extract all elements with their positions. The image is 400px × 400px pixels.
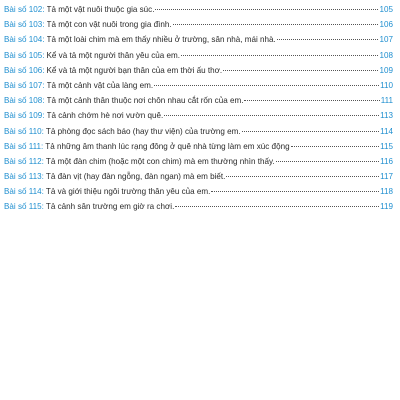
entry-separator: :	[41, 141, 44, 151]
toc-entry[interactable]	[4, 184, 393, 199]
entry-separator: :	[41, 172, 44, 182]
entry-number: Bài số 113	[4, 172, 42, 182]
entry-number: Bài số 102	[4, 5, 43, 14]
entry-page-number: 108	[379, 50, 393, 60]
entry-number: Bài số 108	[4, 96, 43, 106]
entry-separator: :	[42, 20, 45, 30]
toc-entry[interactable]	[4, 154, 393, 169]
dot-leader	[244, 100, 379, 101]
entry-separator: :	[42, 96, 45, 106]
entry-title: Tả và giới thiệu ngôi trường thân yêu của em.	[45, 187, 211, 197]
dot-leader	[223, 70, 378, 71]
entry-separator: :	[42, 65, 45, 75]
dot-leader	[291, 146, 380, 147]
toc-entry[interactable]	[4, 93, 393, 108]
entry-page-number: 109	[379, 65, 393, 75]
dot-leader	[155, 9, 378, 10]
dot-leader	[173, 24, 379, 25]
dot-leader	[211, 191, 379, 192]
entry-title: Tả một đàn chim (hoặc một con chim) mà em thường nhìn thấy.	[45, 156, 275, 166]
entry-number: Bài số 104	[4, 35, 43, 45]
entry-title: Tả một con vật nuôi trong gia đình.	[46, 20, 172, 30]
entry-title: Kể và tả một người bạn thân của em thời ấu thơ.	[46, 65, 223, 75]
entry-title: Tả những âm thanh lúc rạng đông ở quê nhà từng làm em xúc động	[45, 141, 290, 151]
entry-separator: :	[42, 80, 45, 90]
dot-leader	[226, 176, 379, 177]
dot-leader	[242, 131, 379, 132]
entry-number: Bài số 111	[4, 141, 42, 151]
entry-title: Tả đàn vịt (hay đàn ngỗng, đàn ngan) mà em biết.	[45, 172, 226, 182]
entry-separator: :	[42, 5, 45, 14]
entry-page-number: 119	[380, 202, 393, 212]
toc-entry[interactable]	[4, 124, 393, 139]
toc-entry[interactable]	[4, 108, 393, 123]
dot-leader	[181, 55, 378, 56]
entry-number: Bài số 103	[4, 20, 43, 30]
entry-page-number: 116	[380, 156, 393, 166]
entry-separator: :	[41, 187, 44, 197]
entry-number: Bài số 110	[4, 126, 42, 136]
toc-entry[interactable]	[4, 17, 393, 32]
entry-separator: :	[42, 50, 45, 60]
entry-number: Bài số 107	[4, 80, 43, 90]
entry-page-number: 111	[380, 96, 393, 106]
toc-entry[interactable]	[4, 78, 393, 93]
table-of-contents	[4, 2, 393, 215]
entry-separator: :	[41, 156, 44, 166]
entry-title: Tả một vật nuôi thuộc gia súc.	[46, 5, 155, 14]
entry-number: Bài số 114	[4, 187, 42, 197]
entry-number: Bài số 106	[4, 65, 43, 75]
dot-leader	[276, 161, 379, 162]
dot-leader	[164, 115, 379, 116]
entry-separator: :	[41, 126, 44, 136]
entry-title: Tả cảnh chớm hè nơi vườn quê.	[46, 111, 164, 121]
entry-title: Tả phòng đọc sách báo (hay thư viện) của trường em.	[45, 126, 241, 136]
entry-page-number: 105	[379, 5, 393, 14]
toc-entry[interactable]	[4, 139, 393, 154]
entry-separator: :	[42, 35, 45, 45]
entry-page-number: 110	[380, 80, 393, 90]
entry-title: Tả một cảnh vật của làng em.	[46, 80, 154, 90]
dot-leader	[277, 39, 379, 40]
entry-page-number: 113	[380, 111, 393, 121]
toc-entry[interactable]	[4, 199, 393, 214]
dot-leader	[154, 85, 379, 86]
toc-entry[interactable]	[4, 63, 393, 78]
entry-number: Bài số 112	[4, 156, 42, 166]
entry-page-number: 118	[380, 187, 393, 197]
entry-page-number: 117	[380, 172, 393, 182]
entry-page-number: 106	[379, 20, 393, 30]
toc-entry[interactable]	[4, 32, 393, 47]
toc-entry[interactable]	[4, 48, 393, 63]
entry-title: Tả một cảnh thân thuộc nơi chôn nhau cắt rốn của em.	[46, 96, 244, 106]
dot-leader	[175, 206, 379, 207]
entry-number: Bài số 115	[4, 202, 42, 212]
entry-separator: :	[42, 111, 45, 121]
toc-entry[interactable]	[4, 169, 393, 184]
entry-number: Bài số 109	[4, 111, 43, 121]
entry-title: Tả một loài chim mà em thấy nhiều ở trường, sân nhà, mái nhà.	[46, 35, 276, 45]
entry-page-number: 107	[379, 35, 393, 45]
entry-page-number: 114	[380, 126, 393, 136]
toc-entry[interactable]	[4, 2, 393, 17]
entry-title: Tả cảnh sân trường em giờ ra chơi.	[45, 202, 175, 212]
entry-separator: :	[41, 202, 44, 212]
entry-page-number: 115	[380, 141, 393, 151]
entry-number: Bài số 105	[4, 50, 43, 60]
entry-title: Kể và tả một người thân yêu của em.	[46, 50, 181, 60]
